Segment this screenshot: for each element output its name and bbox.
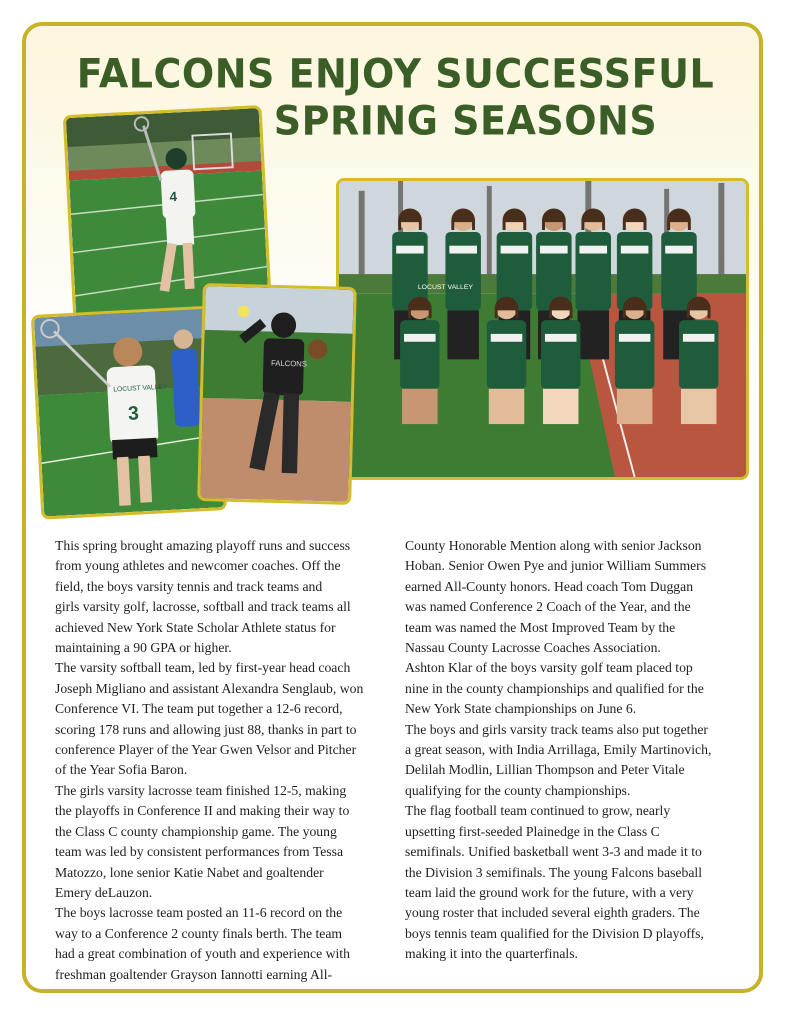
- article-line: The flag football team continued to grow, nearly: [405, 803, 671, 819]
- article-line: The boys lacrosse team posted an 11-6 record on the: [55, 905, 343, 921]
- article-line: Delilah Modlin, Lillian Thompson and Peter Vitale: [405, 762, 685, 778]
- article-line: Joseph Migliano and assistant Alexandra Senglaub, won: [55, 680, 364, 696]
- article-line: team was named the Most Improved Team by the: [405, 619, 676, 635]
- article-line: way to a Conference 2 county finals berth. The team: [55, 925, 343, 941]
- softball-jersey-text: FALCONS: [270, 358, 308, 369]
- article-line: from young athletes and newcomer coaches. Off the: [55, 558, 341, 574]
- article-line: achieved New York State Scholar Athlete status for: [55, 619, 336, 635]
- article-line: qualifying for the county championships.: [405, 782, 631, 798]
- article-line: nine in the county championships and qualified for the: [405, 680, 704, 696]
- article-line: the playoffs in Conference II and making their way to: [55, 803, 350, 819]
- article-line: the Class C county championship game. The young: [55, 823, 337, 839]
- article-line: Hoban. Senior Owen Pye and junior William Summers: [405, 558, 707, 574]
- headline-line-1: FALCONS ENJOY SUCCESSFUL: [76, 50, 715, 98]
- article-column-right: [405, 536, 741, 965]
- article-line: had a great combination of youth and experience with: [55, 946, 350, 962]
- article-column-left: [55, 536, 385, 985]
- article-line: Conference VI. The team put together a 12-6 record,: [55, 701, 343, 717]
- article-line: boys tennis team qualified for the Division D playoffs,: [405, 925, 704, 941]
- article-line: scoring 178 runs and allowing just 88, thanks in part to: [55, 721, 357, 737]
- article-line: girls varsity golf, lacrosse, softball and track teams all: [55, 599, 351, 615]
- photo-softball-player: [197, 283, 357, 505]
- article-line: the Division 3 semifinals. The young Falcons baseball: [405, 864, 703, 880]
- article-line: a great season, with India Arrillaga, Emily Martinovich,: [405, 742, 712, 758]
- article-line: upsetting first-seeded Plainedge in the Class C: [405, 823, 660, 839]
- headline-line-2: SPRING SEASONS: [273, 97, 658, 145]
- article-line: field, the boys varsity tennis and track teams and: [55, 578, 323, 594]
- article-line: freshman goaltender Grayson Iannotti earning All-: [55, 966, 333, 982]
- lacrosse-jersey-text: LOCUST VALLEY: [113, 383, 168, 394]
- lacrosse-jersey-number: 3: [127, 402, 140, 425]
- article-line: of the Year Sofia Baron.: [55, 762, 188, 778]
- article-line: Nassau County Lacrosse Coaches Association.: [405, 640, 661, 656]
- article-line: was named Conference 2 Coach of the Year, and the: [405, 599, 691, 615]
- article-line: County Honorable Mention along with senior Jackson: [405, 538, 702, 553]
- article-line: earned All-County honors. Head coach Tom Duggan: [405, 578, 694, 594]
- team-jersey-text: LOCUST VALLEY: [417, 283, 474, 291]
- article-line: team laid the ground work for the future, with a very: [405, 884, 694, 900]
- article-line: young roster that included several eighth graders. The: [405, 905, 700, 921]
- article-line: conference Player of the Year Gwen Velsor and Pitcher: [55, 742, 357, 758]
- article-line: semifinals. Unified basketball went 3-3 and made it to: [405, 844, 702, 860]
- article-line: maintaining a 90 GPA or higher.: [55, 640, 232, 656]
- svg-text:4: 4: [169, 189, 178, 205]
- article-line: team was led by consistent performances from Tessa: [55, 844, 344, 860]
- article-line: The boys and girls varsity track teams also put together: [405, 721, 708, 737]
- article-line: Matozzo, lone senior Katie Nabet and goaltender: [55, 864, 324, 880]
- photo-girls-track-team: [336, 178, 749, 480]
- article-line: New York State championships on June 6.: [405, 701, 637, 717]
- article-line: The varsity softball team, led by first-year head coach: [55, 660, 351, 676]
- article-line: Emery deLauzon.: [55, 884, 153, 900]
- article-line: The girls varsity lacrosse team finished 12-5, making: [55, 782, 347, 798]
- article-line: This spring brought amazing playoff runs and success: [55, 538, 351, 553]
- article-line: Ashton Klar of the boys varsity golf team placed top: [405, 660, 693, 676]
- article-line: making it into the quarterfinals.: [405, 946, 578, 962]
